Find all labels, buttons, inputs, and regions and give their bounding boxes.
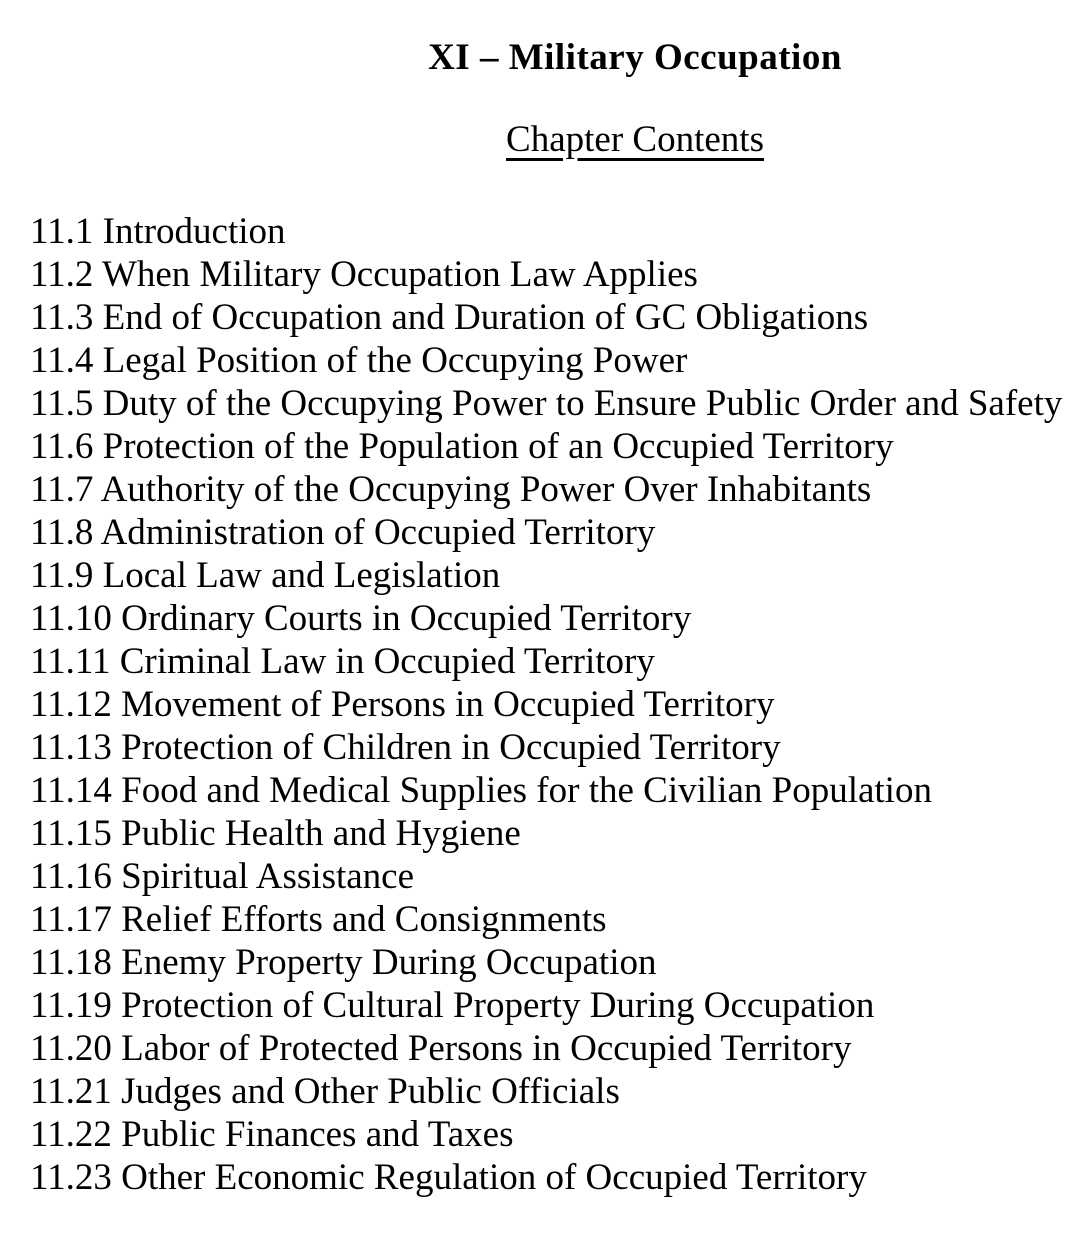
toc-entry: 11.11 Criminal Law in Occupied Territory bbox=[30, 641, 655, 682]
toc-entry: 11.20 Labor of Protected Persons in Occupied Territory bbox=[30, 1028, 852, 1069]
chapter-contents-list bbox=[30, 210, 1088, 1199]
toc-entry: 11.17 Relief Efforts and Consignments bbox=[30, 899, 607, 940]
chapter-title: XI – Military Occupation bbox=[428, 37, 842, 78]
toc-entry: 11.16 Spiritual Assistance bbox=[30, 856, 415, 897]
toc-entry: 11.5 Duty of the Occupying Power to Ensure Public Order and Safety bbox=[30, 383, 1063, 424]
toc-entry: 11.4 Legal Position of the Occupying Power bbox=[30, 340, 688, 381]
toc-entry: 11.22 Public Finances and Taxes bbox=[30, 1114, 514, 1155]
toc-entry: 11.13 Protection of Children in Occupied Territory bbox=[30, 727, 781, 768]
document-page bbox=[0, 36, 1088, 1260]
toc-entry: 11.19 Protection of Cultural Property During Occupation bbox=[30, 985, 875, 1026]
toc-entry: 11.3 End of Occupation and Duration of GC Obligations bbox=[30, 297, 869, 338]
toc-entry: 11.14 Food and Medical Supplies for the Civilian Population bbox=[30, 770, 932, 811]
toc-entry: 11.21 Judges and Other Public Officials bbox=[30, 1071, 620, 1112]
contents-heading-row bbox=[182, 118, 1088, 162]
toc-entry: 11.15 Public Health and Hygiene bbox=[30, 813, 521, 854]
toc-entry: 11.6 Protection of the Population of an Occupied Territory bbox=[30, 426, 894, 467]
toc-entry: 11.7 Authority of the Occupying Power Over Inhabitants bbox=[30, 469, 872, 510]
toc-entry: 11.8 Administration of Occupied Territory bbox=[30, 512, 656, 553]
contents-heading: Chapter Contents bbox=[506, 119, 764, 160]
toc-entry: 11.18 Enemy Property During Occupation bbox=[30, 942, 657, 983]
toc-entry: 11.10 Ordinary Courts in Occupied Territory bbox=[30, 598, 692, 639]
toc-entry: 11.2 When Military Occupation Law Applies bbox=[30, 254, 698, 295]
toc-entry: 11.1 Introduction bbox=[30, 211, 286, 252]
toc-entry: 11.23 Other Economic Regulation of Occupied Territory bbox=[30, 1157, 867, 1198]
toc-entry: 11.12 Movement of Persons in Occupied Territory bbox=[30, 684, 775, 725]
toc-entry: 11.9 Local Law and Legislation bbox=[30, 555, 501, 596]
